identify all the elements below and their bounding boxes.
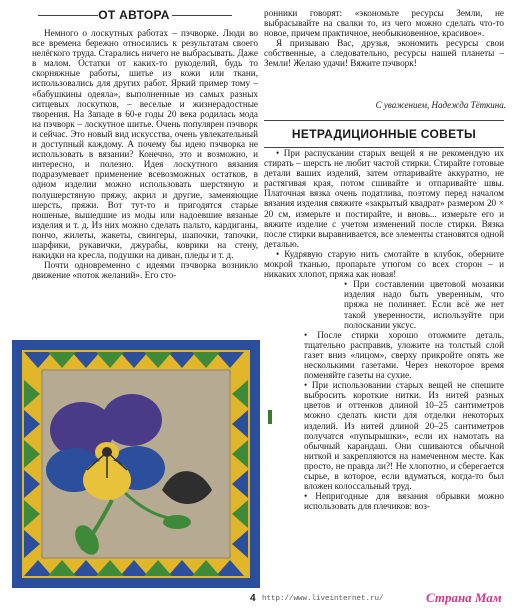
knitted-pansy-quilt-image <box>12 340 260 588</box>
tips-list <box>264 148 504 511</box>
tip-2: • Кудрявую старую нить смотайте в клубок, оберните мокрой тканью, пропарьте утюгом со всех сторон – и никаких хлопот, пряжа как новая! <box>264 248 504 280</box>
author-paragraph-2: Почти одновременно с идеями пэчворка возникло движение «поток желаний». Его сто- <box>32 260 258 281</box>
page-footer <box>0 592 514 610</box>
heading-rule-right <box>172 15 232 16</box>
tips-rule-top <box>264 120 504 121</box>
tip-5: • При использовании старых вещей не спешите выбросить короткие нитки. Из нитей разных цветов и оттенков длиной 10–25 сантиметров можно сделать кисти для отделки некоторых изделий. Из нитей длиной 20–25 сантиметров получатся «пупырышки», если их намотать на обычный карандаш. Они сшиваются обычной ниткой и закрепляются на намеченном месте. Как просто, не правда ли?! Не хлопотно, и сберегается сырье, в которое, если вдуматься, когда-то был вложен колоссальный труд. <box>304 380 504 492</box>
page-edge-marker <box>268 410 272 424</box>
tip-4: • После стирки хорошо отожмите деталь, тщательно расправив, уложите на толстый слой газет вниз «лицом», сверху прикройте опять же несколькими газетами. Через некоторое время поменяйте газеты на сухие. <box>304 329 504 381</box>
tips-heading: НЕТРАДИЦИОННЫЕ СОВЕТЫ <box>291 127 477 141</box>
watermark-logo: Страна Мам <box>426 590 502 605</box>
author-signature: С уважением, Надежда Тёткина. <box>375 100 506 110</box>
author-paragraph-1: Немного о лоскутных работах – пэчворке. Люди во все времена бережно относились к результатам своего нелёгкого труда. Старались ничего не выбрасывать. Даже в малом. Остатки от каких-то рукоделий, будь то скорняжные работы, шитье из кожи или ткани, использовались для других работ. Яркий пример тому – «бабушкины одеяла», выполненные из самых разных ситцевых лоскутков, – веселые и жизнерадостные творения. На Западе в 60-е годы 20 века родилась мода на пэчворк – лоскутное шитье. Очень популярен пэчворк и сейчас. Это новый вид искусства, очень увлекательный и доступный каждому. А почему бы идею пэчворка не использовать в вязании? Конечно, это и возможно, и интересно, и полезно. Идея лоскутного вязания подразумевает применение всевозможных остатков, в одном изделии можно использовать шерстяную и полушерстяную пряжу, акрил и другие, заменяющие шерсть, пряжи. Вот тут-то и пригодятся старые ношеные, вышедшие из моды или надоевшие вязаные изделия и т. д. Из них можно сделать пальто, кардиганы, пончо, жилеты, жакеты, свингеры, шапочки, тапочки, шарфики, рукавички, джурабы, коврики на стену, накидки на кресла, подушки на диван, пледы и т. д. <box>32 28 258 261</box>
tip-1: • При распускании старых вещей я не рекомендую их стирать – шерсть не любит частой стирки. Стирайте готовые детали ваших изделий, затем отпаривайте аккуратно, не растягивая края, потом сшивайте и отпаривайте швы. Платочная вязка очень податлива, поэтому перед началом вязания изделия свяжите «закрытый квадрат» размером 20 × 20 см, измерьте и постирайте, и вновь... измерьте его и вяжите изделие с учетом изменений после стирки. Вязка после стирки выравнивается, все элементы становятся одной деталью. <box>264 148 504 249</box>
author-heading: ОТ АВТОРА <box>98 8 170 22</box>
tip-6: • Непригодные для вязания обрывки можно использовать для плечиков: воз- <box>304 491 504 512</box>
source-url[interactable]: http://www.liveinternet.ru/ <box>262 595 384 603</box>
author-text <box>32 28 258 280</box>
author-continuation <box>264 8 504 69</box>
intro-paragraph-1: ронники говорят: «экономьте ресурсы Земли, не выбрасывайте на свалки то, из чего можно сделать что-то новое, причем практичное, необыкновенное, красивое». <box>264 8 504 39</box>
tip-3: • При составлении цветовой мозаики изделия надо быть уверенным, что пряжа не полиняет. Если всё же нет такой уверенности, используйте при полоскании уксус. <box>344 279 504 330</box>
heading-rule-left <box>38 15 98 16</box>
page-number: 4 <box>250 593 256 604</box>
intro-paragraph-2: Я призываю Вас, друзья, экономить ресурсы свои собственные, а следовательно, ресурсы нашей планеты – Земли! Желаю удачи! Вяжите пэчворк! <box>264 38 504 69</box>
tips-heading-block <box>264 120 504 148</box>
